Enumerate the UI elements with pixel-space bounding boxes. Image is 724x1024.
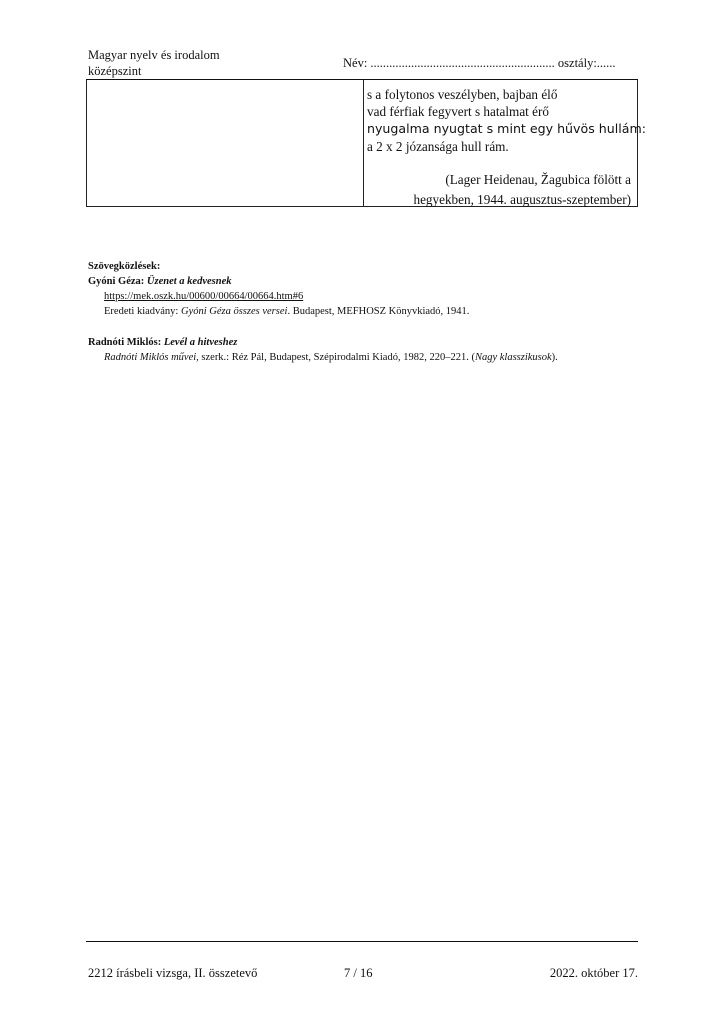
source-reference-line — [88, 350, 648, 365]
source-link-line — [88, 289, 648, 304]
reference-end: ). — [551, 352, 558, 363]
original-edition-label: Eredeti kiadvány: — [104, 306, 179, 317]
poem-source-line: (Lager Heidenau, Žagubica fölött a — [445, 172, 631, 187]
original-edition-rest: . Budapest, MEFHOSZ Könyvkiadó, 1941. — [287, 306, 470, 317]
text-sources — [88, 259, 648, 365]
subject-title: Magyar nyelv és irodalom — [88, 48, 220, 62]
poem-line: nyugalma nyugtat s mint egy hűvös hullám: — [367, 121, 646, 137]
original-edition-title: Gyóni Géza összes versei — [180, 306, 288, 317]
reference-rest: szerk.: Réz Pál, Budapest, Szépirodalmi Kiadó, 1982, 220–221. ( — [198, 352, 475, 363]
source-author: Gyóni Géza: — [88, 276, 145, 287]
sources-heading: Szövegközlések: — [88, 261, 161, 272]
original-edition-line — [88, 304, 648, 319]
exam-subject — [88, 47, 220, 79]
poem-table — [86, 80, 646, 207]
reference-series: Nagy klasszikusok — [474, 352, 552, 363]
page-number: 7 / 16 — [344, 966, 373, 980]
poem-source-line: hegyekben, 1944. augusztus-szeptember) — [413, 192, 631, 207]
poem-line: s a folytonos veszélyben, bajban élő — [367, 87, 558, 102]
source-work: Levél a hitveshez — [163, 337, 238, 348]
source-author: Radnóti Miklós: — [88, 337, 162, 348]
footer-rule — [86, 941, 638, 942]
reference-title: Radnóti Miklós művei, — [104, 352, 199, 363]
name-class-field: Név: ........................................................... osztály:...... — [343, 56, 616, 70]
source-entry-title — [88, 274, 648, 289]
poem-line: a 2 x 2 józansága hull rám. — [367, 138, 509, 154]
column-divider — [363, 80, 364, 206]
source-entry-title — [88, 335, 648, 350]
source-link[interactable]: https://mek.oszk.hu/00600/00664/00664.htm#6 — [104, 291, 304, 302]
source-work: Üzenet a kedvesnek — [146, 276, 232, 287]
poem-text — [367, 86, 646, 155]
footer-date: 2022. október 17. — [549, 966, 638, 980]
footer-exam-id: 2212 írásbeli vizsga, II. összetevő — [88, 966, 258, 980]
poem-source — [413, 170, 631, 210]
poem-line: vad férfiak fegyvert s hatalmat érő — [367, 104, 549, 120]
subject-level: középszint — [88, 64, 142, 78]
